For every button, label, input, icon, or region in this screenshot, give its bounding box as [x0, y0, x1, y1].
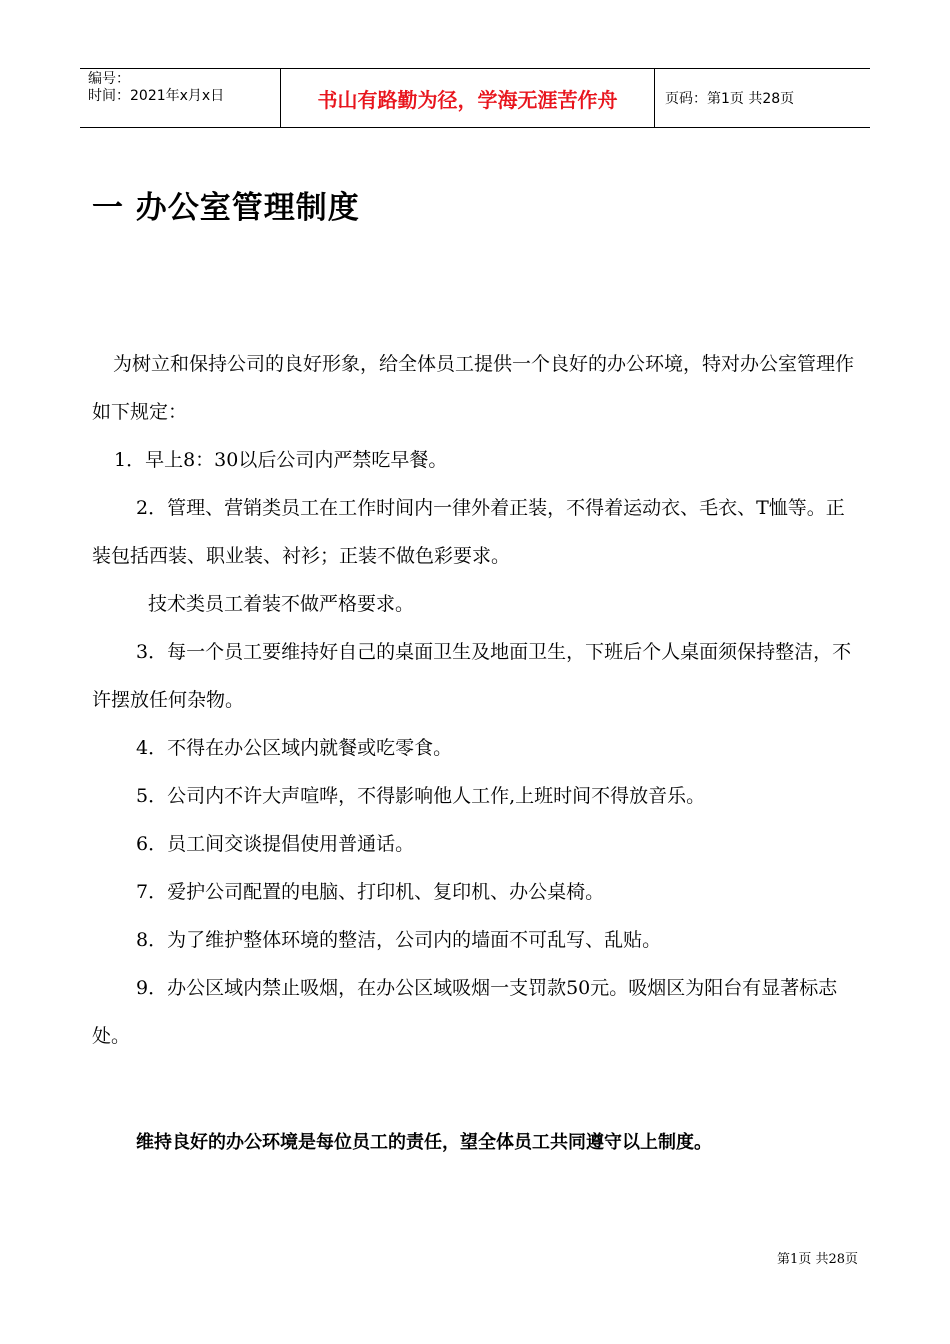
document-title: 一 办公室管理制度 [92, 190, 360, 226]
intro-paragraph: 为树立和保持公司的良好形象，给全体员工提供一个良好的办公环境，特对办公室管理作如下规定： [92, 353, 855, 423]
header-time-label: 时间：2021年x月x日 [88, 88, 225, 104]
closing-statement: 维持良好的办公环境是每位员工的责任，望全体员工共同遵守以上制度。 [136, 1132, 712, 1153]
rule-item-5: 5．公司内不许大声喧哗，不得影响他人工作,上班时间不得放音乐。 [136, 785, 706, 807]
document-body [92, 340, 862, 1060]
header-page-label: 页码：第1页 共28页 [665, 91, 795, 107]
header-motto: 书山有路勤为径，学海无涯苦作舟 [281, 69, 655, 127]
page-header [80, 68, 870, 128]
page-footer: 第1页 共28页 [777, 1252, 858, 1267]
rule-item-2-note: 技术类员工着装不做严格要求。 [148, 593, 415, 615]
rule-item-8: 8．为了维护整体环境的整洁，公司内的墙面不可乱写、乱贴。 [136, 929, 662, 951]
header-number-label: 编号： [88, 71, 130, 87]
rule-item-2: 2．管理、营销类员工在工作时间内一律外着正装，不得着运动衣、毛衣、T恤等。正装包括西装、职业装、衬衫；正装不做色彩要求。 [92, 497, 845, 567]
rule-item-9: 9．办公区域内禁止吸烟，在办公区域吸烟一支罚款50元。吸烟区为阳台有显著标志处。 [92, 977, 838, 1047]
rule-item-7: 7．爱护公司配置的电脑、打印机、复印机、办公桌椅。 [136, 881, 605, 903]
rule-item-3: 3．每一个员工要维持好自己的桌面卫生及地面卫生，下班后个人桌面须保持整洁，不许摆放任何杂物。 [92, 641, 852, 711]
rule-item-1: 1．早上8：30以后公司内严禁吃早餐。 [114, 449, 448, 471]
header-meta [80, 69, 281, 127]
rule-item-6: 6．员工间交谈提倡使用普通话。 [136, 833, 415, 855]
rule-item-4: 4．不得在办公区域内就餐或吃零食。 [136, 737, 453, 759]
